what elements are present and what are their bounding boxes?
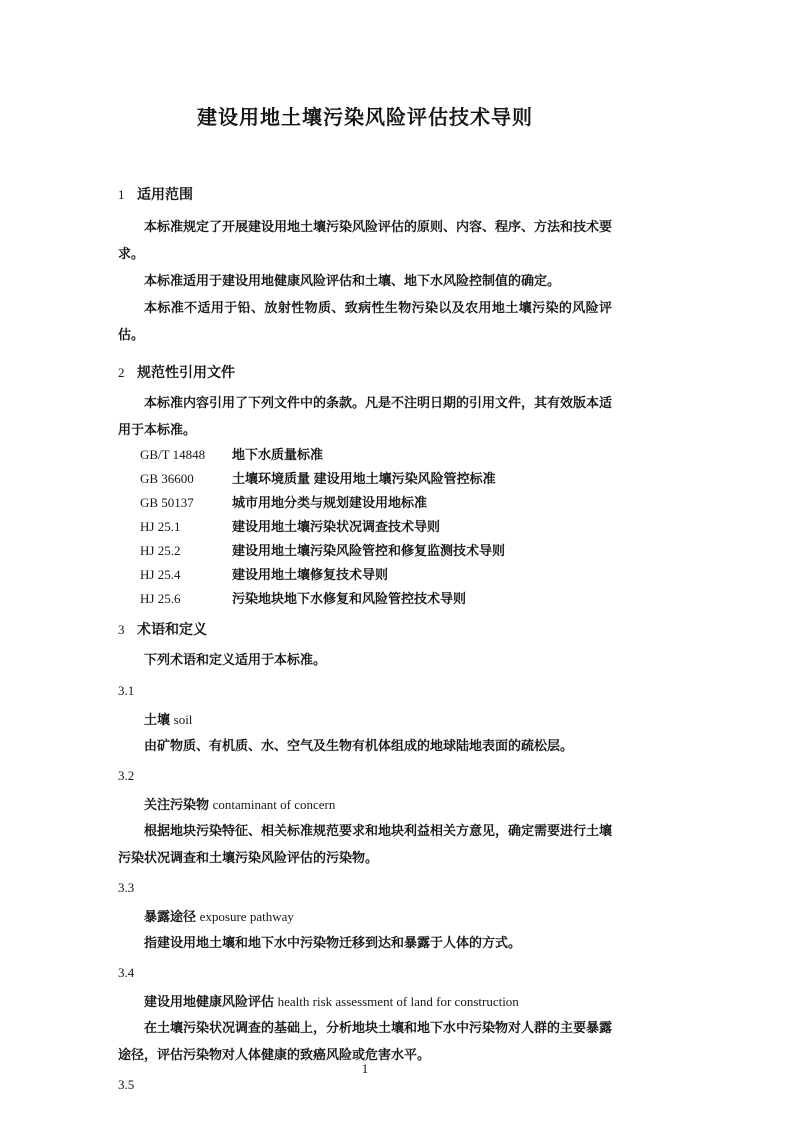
reference-title: 建设用地土壤修复技术导则 (232, 567, 389, 582)
reference-title: 建设用地土壤污染状况调查技术导则 (232, 519, 441, 534)
term-number: 3.5 (118, 1077, 135, 1092)
term-name-en: contaminant of concern (212, 797, 336, 812)
term-number: 3.2 (118, 768, 135, 783)
reference-row (118, 491, 612, 515)
reference-title: 城市用地分类与规划建设用地标准 (232, 495, 428, 510)
reference-code: HJ 25.6 (140, 591, 181, 606)
reference-row (118, 587, 612, 611)
paragraph: 本标准规定了开展建设用地土壤污染风险评估的原则、内容、程序、方法和技术要求。 (118, 219, 613, 261)
document-title: 建设用地土壤污染风险评估技术导则 (197, 107, 533, 129)
paragraph: 本标准适用于建设用地健康风险评估和土壤、地下水风险控制值的确定。 (144, 273, 561, 288)
reference-row (118, 467, 612, 491)
section-1-heading (118, 184, 612, 205)
term-number: 3.3 (118, 880, 135, 895)
term-name-en: soil (173, 712, 193, 727)
term-name (118, 992, 612, 1012)
term-name-en: health risk assessment of land for construction (277, 994, 519, 1009)
term-number: 3.4 (118, 965, 135, 980)
section-2-title: 规范性引用文件 (137, 364, 235, 380)
section-1-body (118, 213, 612, 348)
reference-row (118, 515, 612, 539)
reference-code: GB 36600 (140, 471, 194, 486)
term-block (118, 878, 612, 956)
section-3-title: 术语和定义 (137, 621, 207, 637)
term-block (118, 1075, 612, 1095)
term-name (118, 907, 612, 927)
term-number: 3.1 (118, 683, 135, 698)
section-1-title: 适用范围 (137, 186, 193, 202)
reference-title: 建设用地土壤污染风险管控和修复监测技术导则 (232, 543, 506, 558)
document-content (118, 0, 612, 1095)
section-3-heading (118, 619, 612, 640)
term-definition: 根据地块污染特征、相关标准规范要求和地块利益相关方意见，确定需要进行土壤污染状况调查和土壤污染风险评估的污染物。 (118, 823, 613, 865)
section-1-number: 1 (118, 187, 125, 202)
term-name-cn: 关注污染物 (144, 797, 210, 812)
reference-code: HJ 25.2 (140, 543, 181, 558)
term-name (118, 795, 612, 815)
term-definition: 在土壤污染状况调查的基础上，分析地块土壤和地下水中污染物对人群的主要暴露途径，评估污染物对人体健康的致癌风险或危害水平。 (118, 1020, 613, 1062)
reference-row (118, 539, 612, 563)
term-block (118, 963, 612, 1068)
term-name-cn: 土壤 (144, 712, 171, 727)
reference-title: 土壤环境质量 建设用地土壤污染风险管控标准 (232, 471, 496, 486)
term-definition: 指建设用地土壤和地下水中污染物迁移到达和暴露于人体的方式。 (144, 935, 522, 950)
term-name-cn: 建设用地健康风险评估 (144, 994, 275, 1009)
term-definition: 由矿物质、有机质、水、空气及生物有机体组成的地球陆地表面的疏松层。 (144, 738, 574, 753)
section-2-heading (118, 362, 612, 383)
reference-code: GB/T 14848 (140, 447, 206, 462)
reference-code: GB 50137 (140, 495, 194, 510)
reference-row (118, 443, 612, 467)
paragraph: 本标准不适用于铅、放射性物质、致病性生物污染以及农用地土壤污染的风险评估。 (118, 300, 612, 342)
term-name (118, 710, 612, 730)
term-block (118, 766, 612, 871)
paragraph: 本标准内容引用了下列文件中的条款。凡是不注明日期的引用文件，其有效版本适用于本标准。 (118, 395, 613, 437)
section-3-number: 3 (118, 622, 125, 637)
term-block (118, 681, 612, 759)
page-number: 1 (361, 1061, 369, 1076)
normative-references-list (118, 443, 612, 611)
reference-title: 污染地块地下水修复和风险管控技术导则 (232, 591, 467, 606)
reference-code: HJ 25.1 (140, 519, 181, 534)
paragraph: 下列术语和定义适用于本标准。 (144, 652, 327, 667)
reference-code: HJ 25.4 (140, 567, 181, 582)
reference-title: 地下水质量标准 (232, 447, 324, 462)
section-2-number: 2 (118, 365, 125, 380)
term-name-cn: 暴露途径 (144, 909, 197, 924)
term-name-en: exposure pathway (199, 909, 294, 924)
reference-row (118, 563, 612, 587)
